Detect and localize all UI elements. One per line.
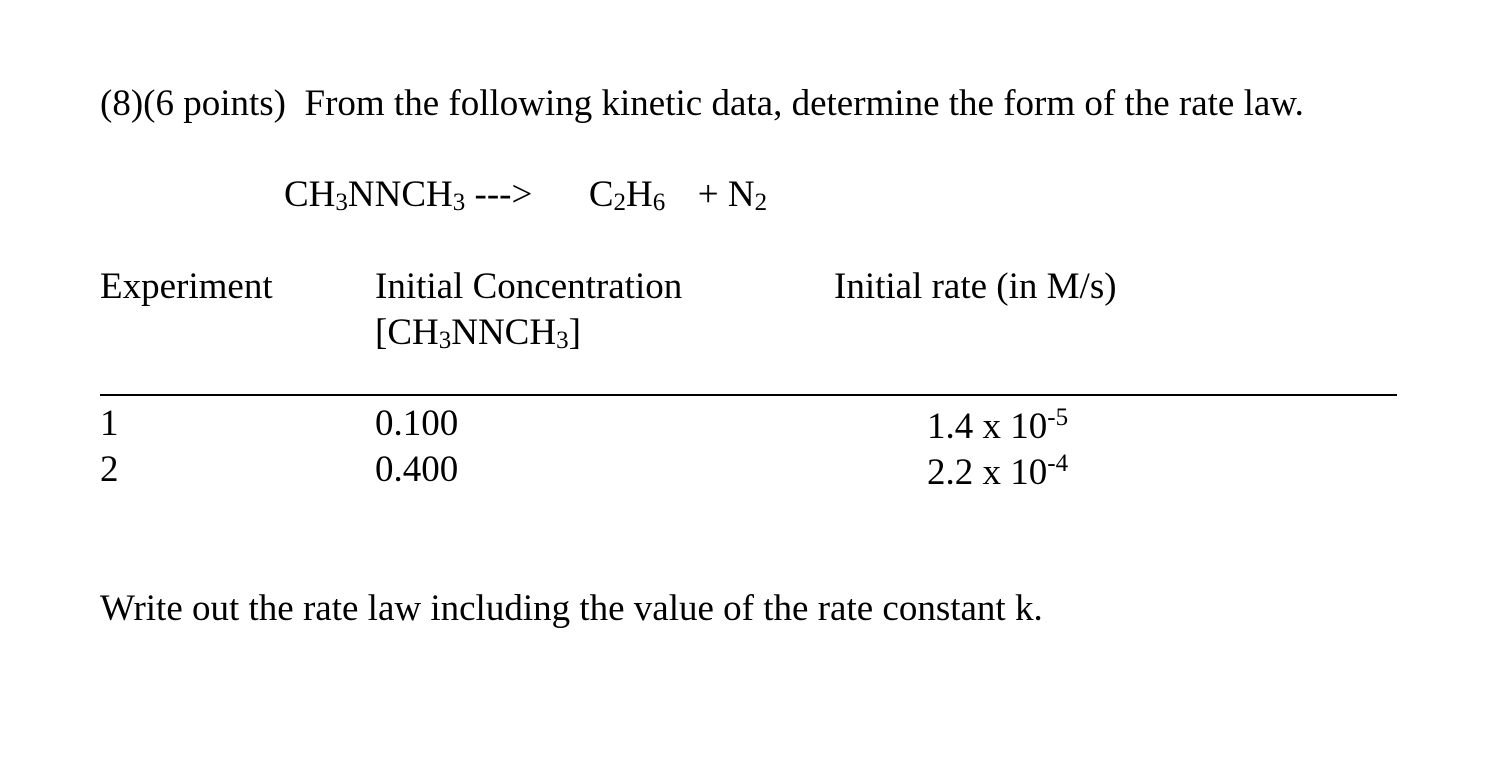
header-experiment: Experiment: [100, 266, 273, 307]
plus-sign: +: [697, 174, 719, 215]
reaction-arrow: --->: [474, 174, 533, 215]
question-prompt: From the following kinetic data, determine the form of the rate law.: [304, 83, 1304, 124]
reaction-equation: [284, 176, 767, 215]
instruction-text: Write out the rate law including the value of the rate constant k.: [100, 588, 1043, 629]
header-rate: Initial rate (in M/s): [834, 266, 1117, 307]
row-rate: 2.2 x $10^{-4}$: [927, 450, 1069, 493]
row-rate: 1.4 x $10^{-5}$: [927, 404, 1069, 447]
header-concentration: Initial Concentration: [375, 266, 683, 307]
row-experiment: 1: [100, 403, 119, 444]
header-concentration-formula: [CH3NNCH3]: [375, 312, 581, 354]
row-experiment: 2: [100, 449, 119, 490]
question-number: (8)(6 points): [100, 83, 286, 124]
product-nitrogen: N2: [727, 174, 768, 216]
row-concentration: 0.400: [375, 449, 459, 490]
row-concentration: 0.100: [375, 403, 459, 444]
table-divider: [100, 394, 1397, 396]
product-ethane: C2H6: [588, 174, 666, 216]
question-line: [100, 85, 1304, 122]
reactant-formula: CH3NNCH3: [284, 174, 466, 216]
